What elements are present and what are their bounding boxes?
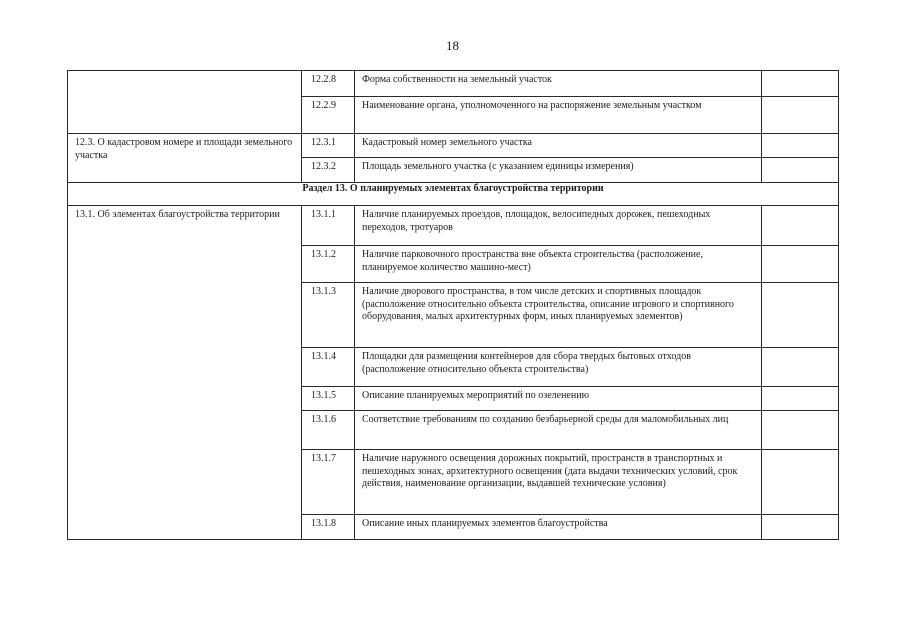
item-code: 13.1.8 bbox=[302, 515, 355, 540]
value-cell bbox=[762, 450, 839, 515]
item-text: Описание планируемых мероприятий по озеленению bbox=[355, 387, 762, 411]
item-code: 12.3.2 bbox=[302, 158, 355, 183]
value-cell bbox=[762, 515, 839, 540]
item-text: Наличие парковочного пространства вне объекта строительства (расположение, планируемое количество машино-мест) bbox=[355, 246, 762, 283]
item-code: 13.1.1 bbox=[302, 206, 355, 246]
item-text: Соответствие требованиям по созданию безбарьерной среды для маломобильных лиц bbox=[355, 411, 762, 450]
table-row bbox=[68, 134, 839, 158]
value-cell bbox=[762, 97, 839, 134]
table-row bbox=[68, 206, 839, 246]
table-row bbox=[68, 71, 839, 97]
value-cell bbox=[762, 387, 839, 411]
item-text: Площадь земельного участка (с указанием единицы измерения) bbox=[355, 158, 762, 183]
item-text: Наименование органа, уполномоченного на распоряжение земельным участком bbox=[355, 97, 762, 134]
value-cell bbox=[762, 411, 839, 450]
item-text: Площадки для размещения контейнеров для сбора твердых бытовых отходов (расположение относительно объекта строительства) bbox=[355, 348, 762, 387]
group-title-cell: 13.1. Об элементах благоустройства территории bbox=[68, 206, 302, 540]
section-heading-row bbox=[68, 183, 839, 206]
item-code: 13.1.5 bbox=[302, 387, 355, 411]
item-code: 12.2.8 bbox=[302, 71, 355, 97]
item-code: 12.2.9 bbox=[302, 97, 355, 134]
item-code: 13.1.7 bbox=[302, 450, 355, 515]
item-code: 13.1.3 bbox=[302, 283, 355, 348]
value-cell bbox=[762, 158, 839, 183]
value-cell bbox=[762, 246, 839, 283]
value-cell bbox=[762, 283, 839, 348]
value-cell bbox=[762, 348, 839, 387]
value-cell bbox=[762, 71, 839, 97]
group-title-cell bbox=[68, 71, 302, 134]
item-code: 12.3.1 bbox=[302, 134, 355, 158]
item-code: 13.1.2 bbox=[302, 246, 355, 283]
page-number: 18 bbox=[446, 38, 459, 53]
item-text: Форма собственности на земельный участок bbox=[355, 71, 762, 97]
item-code: 13.1.4 bbox=[302, 348, 355, 387]
value-cell bbox=[762, 206, 839, 246]
item-text: Описание иных планируемых элементов благоустройства bbox=[355, 515, 762, 540]
item-text: Наличие планируемых проездов, площадок, велосипедных дорожек, пешеходных переходов, тротуаров bbox=[355, 206, 762, 246]
section-heading: Раздел 13. О планируемых элементах благоустройства территории bbox=[68, 183, 839, 206]
item-text: Наличие наружного освещения дорожных покрытий, пространств в транспортных и пешеходных зонах, архитектурного освещения (дата выдачи технических условий, срок действия, наименование организации, выдавшей технические условия) bbox=[355, 450, 762, 515]
item-code: 13.1.6 bbox=[302, 411, 355, 450]
value-cell bbox=[762, 134, 839, 158]
group-title-cell: 12.3. О кадастровом номере и площади земельного участка bbox=[68, 134, 302, 183]
item-text: Кадастровый номер земельного участка bbox=[355, 134, 762, 158]
disclosure-table bbox=[67, 70, 839, 540]
item-text: Наличие дворового пространства, в том числе детских и спортивных площадок (расположение относительно объекта строительства, описание игрового и спортивного оборудования, малых архитектурных форм, иных планируемых элементов) bbox=[355, 283, 762, 348]
